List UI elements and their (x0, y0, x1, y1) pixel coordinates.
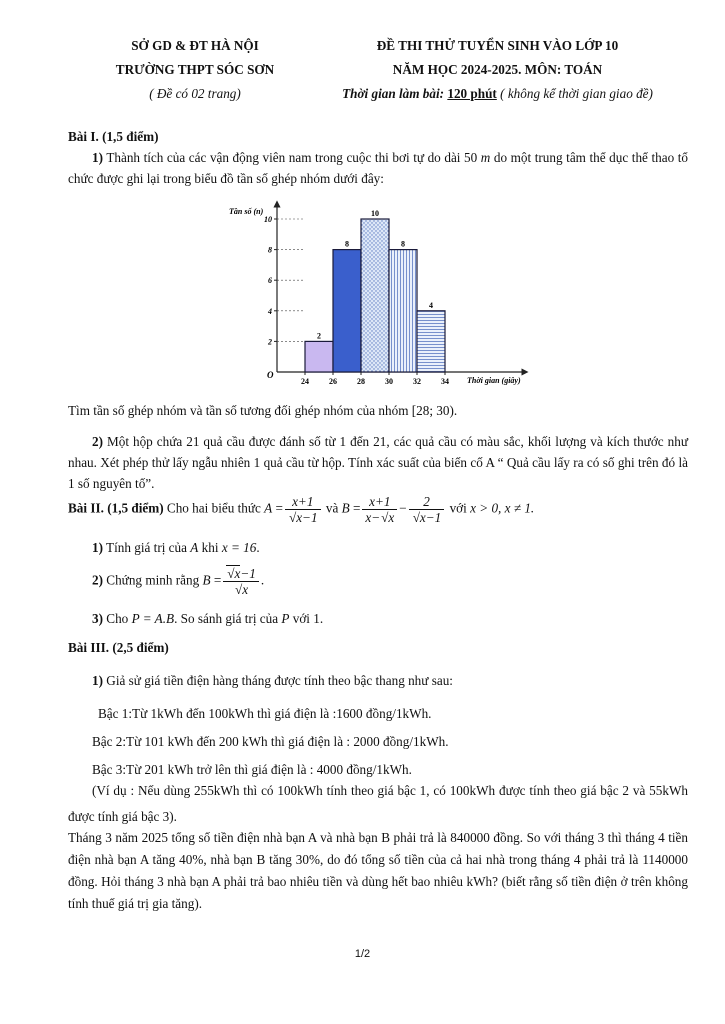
bar-[24;26) (305, 341, 333, 372)
bai2-q1-var: A (190, 540, 199, 555)
price-tiers (68, 700, 688, 784)
x-tick-label: 30 (385, 377, 393, 386)
year-subject: NĂM HỌC 2024-2025. MÔN: TOÁN (392, 62, 603, 77)
expr-a: $\frac{x+1}{√x-1}$ (285, 494, 321, 525)
bai2-q3-text (68, 608, 688, 629)
tier-1: Bậc 1:Từ 1kWh đến 100kWh thì giá điện là :1600 đồng/1kWh. (98, 706, 432, 721)
bai2-section (68, 494, 688, 525)
bar-[30;32) (389, 250, 417, 372)
x-tick-label: 34 (441, 377, 449, 386)
expr-b2: $\frac{2}{√x-1}$ (409, 494, 445, 525)
bai3-q1-num: 1) (92, 673, 103, 688)
bai3-problem-text: Tháng 3 năm 2025 tổng số tiền điện nhà bạn A và nhà bạn B phải trả là 840000 đồng. So với tháng 3 thì tháng 4 tiền điện nhà bạn A tăng 40%, nhà bạn B tăng 30%, do đó tổng số tiền của cả hai nhà trong tháng 4 phải trả là 1140000 đồng. Hỏi tháng 3 nhà bạn A phải trả bao nhiêu tiền và dùng hết bao nhiêu kWh? (biết rằng số tiền điện ở trên không tính thuế giá trị gia tăng). (68, 830, 688, 911)
bai2-with: với (446, 500, 471, 516)
bai2-q3-tail: . So sánh giá trị của (174, 611, 282, 626)
bai2-intro: Bài II. (1,5 điểm) Cho hai biểu thức A = $\frac{x+1}{√x-1}$ và B = $\frac{x+1}{x-√x}$ − $\frac{2}{√x-1}$ với x > 0, x ≠ 1. (68, 494, 535, 525)
bar-value-label: 10 (371, 209, 379, 218)
bai1-q2-num: 2) (92, 434, 103, 449)
bar-[26;28) (333, 250, 361, 372)
bai1-q2-text (68, 431, 688, 494)
bai3-problem (68, 827, 688, 915)
header-left (90, 34, 300, 106)
y-axis-label: Tần số (n) (229, 207, 264, 216)
bai1-title: Bài I. (1,5 điểm) (68, 129, 159, 144)
x-tick-label: 26 (329, 377, 337, 386)
bar-value-label: 4 (429, 300, 433, 310)
bai1-after-chart: Tìm tần số ghép nhóm và tần số tương đối ghép nhóm của nhóm [28; 30). (68, 403, 458, 418)
tier-2: Bậc 2:Từ 101 kWh đến 200 kWh thì giá điện là : 2000 đồng/1kWh. (92, 734, 449, 749)
y-tick-label: 8 (268, 245, 272, 255)
y-tick-label: 6 (268, 276, 272, 286)
bai2-q3-p: P (281, 611, 290, 626)
time-value: 120 phút (447, 86, 497, 101)
bai1-q1-text-a: Thành tích của các vận động viên nam trong cuộc thi bơi tự do dài 50 (103, 150, 481, 165)
bai2-q2-text: 2) Chứng minh rằng B = $\frac{√x-1}{√x}$ . (92, 566, 265, 597)
origin-label: O (267, 370, 274, 380)
bai2-q1-when: khi (198, 540, 222, 555)
bai2-q2-body: Chứng minh rằng (103, 572, 203, 588)
bai3-q1-body: Giả sử giá tiền điện hàng tháng được tính theo bậc thang như sau: (103, 673, 453, 688)
bai1-q1-unit: m (480, 150, 491, 165)
header-right (305, 34, 690, 106)
bai3-q1-text (68, 670, 688, 691)
bar-[32;34) (417, 311, 445, 372)
bai2-q1-text: 1) Tính giá trị của A khi x = 16. (92, 540, 260, 555)
time-note: ( không kể thời gian giao đề) (496, 86, 653, 101)
time-line (305, 82, 690, 106)
bai1-q2-body: Một hộp chứa 21 quả cầu được đánh số từ 1 đến 21, các quả cầu có màu sắc, khối lượng và kích thước như nhau. Xét phép thử lấy ngẫu nhiên 1 quả cầu từ hộp. Tính xác suất của biến cố A “ Quả cầu lấy ra có số ghi trên đó là 1 số nguyên tố”. (68, 434, 688, 491)
exam-title: ĐỀ THI THỬ TUYỂN SINH VÀO LỚP 10 (376, 38, 619, 53)
bai2-q2-num: 2) (92, 572, 103, 588)
y-tick-label: 4 (268, 306, 272, 316)
expr-b1: $\frac{x+1}{x-√x}$ (362, 494, 397, 525)
x-tick-label: 28 (357, 377, 365, 386)
bar-value-label: 8 (345, 239, 349, 249)
bar-value-label: 8 (401, 239, 405, 249)
bai2-and: và (322, 500, 342, 516)
bai1-after-chart-text: Tìm tần số ghép nhóm và tần số tương đối ghép nhóm của nhóm (68, 403, 412, 418)
bai1-group: [28; 30) (411, 403, 454, 418)
bai3-example-text: (Ví dụ : Nếu dùng 255kWh thì có 100kWh tính theo giá bậc 1, có 100kWh được tính theo giá bậc 2 và 55kWh được tính giá bậc 3). (68, 783, 688, 824)
expr-b-proof: $\frac{√x-1}{√x}$ (223, 566, 259, 597)
time-label: Thời gian làm bài: (342, 86, 448, 101)
bai2-q2 (68, 566, 688, 597)
y-tick-label: 10 (264, 215, 272, 224)
bai2-q1-body: Tính giá trị của (103, 540, 191, 555)
pages-note: ( Đề có 02 trang) (149, 86, 241, 101)
bai2-q1-num: 1) (92, 540, 103, 555)
bai2-title: Bài II. (1,5 điểm) (68, 500, 164, 516)
bai2-intro-text: Cho hai biểu thức (163, 500, 265, 516)
bai2-q1-val: x = 16 (221, 540, 257, 555)
x-axis-label: Thời gian (giây) (467, 376, 521, 385)
bai2-q3-expr: P = A.B (131, 611, 175, 626)
bai3-example (68, 778, 688, 830)
bai1-q1-text-b: do một trung tâm thể dục thể thao tổ chức được ghi lại trong biểu đồ tần số ghép nhóm dưới đây: (68, 150, 689, 186)
bai1-section (68, 126, 688, 189)
bai1-q1-num: 1) (92, 150, 103, 165)
x-tick-label: 32 (413, 377, 421, 386)
tier-3: Bậc 3:Từ 201 kWh trở lên thì giá điện là : 4000 đồng/1kWh. (92, 762, 412, 777)
bar-value-label: 2 (317, 331, 321, 341)
bai2-q3-num: 3) (92, 611, 103, 626)
dept-name: SỞ GD & ĐT HÀ NỘI (131, 38, 259, 53)
bai3-q1 (68, 670, 688, 691)
bai1-q2 (68, 431, 688, 494)
bai3-title: Bài III. (2,5 điểm) (68, 640, 169, 655)
x-tick-label: 24 (301, 377, 309, 386)
bai2-q3-body: Cho (103, 611, 132, 626)
bai3-section (68, 637, 688, 658)
bai2-cond: x > 0, x ≠ 1. (470, 500, 535, 516)
bai1-q1-question (68, 400, 688, 421)
bar-[28;30) (361, 219, 389, 372)
school-name: TRƯỜNG THPT SÓC SƠN (115, 62, 275, 77)
bai1-q1 (68, 147, 688, 189)
bai2-q3 (68, 608, 688, 629)
bai2-q1 (68, 537, 688, 558)
page-number: 1/2 (354, 948, 371, 960)
frequency-histogram (225, 196, 530, 392)
y-tick-label: 2 (268, 337, 272, 347)
bai2-q3-end: với 1. (289, 611, 324, 626)
